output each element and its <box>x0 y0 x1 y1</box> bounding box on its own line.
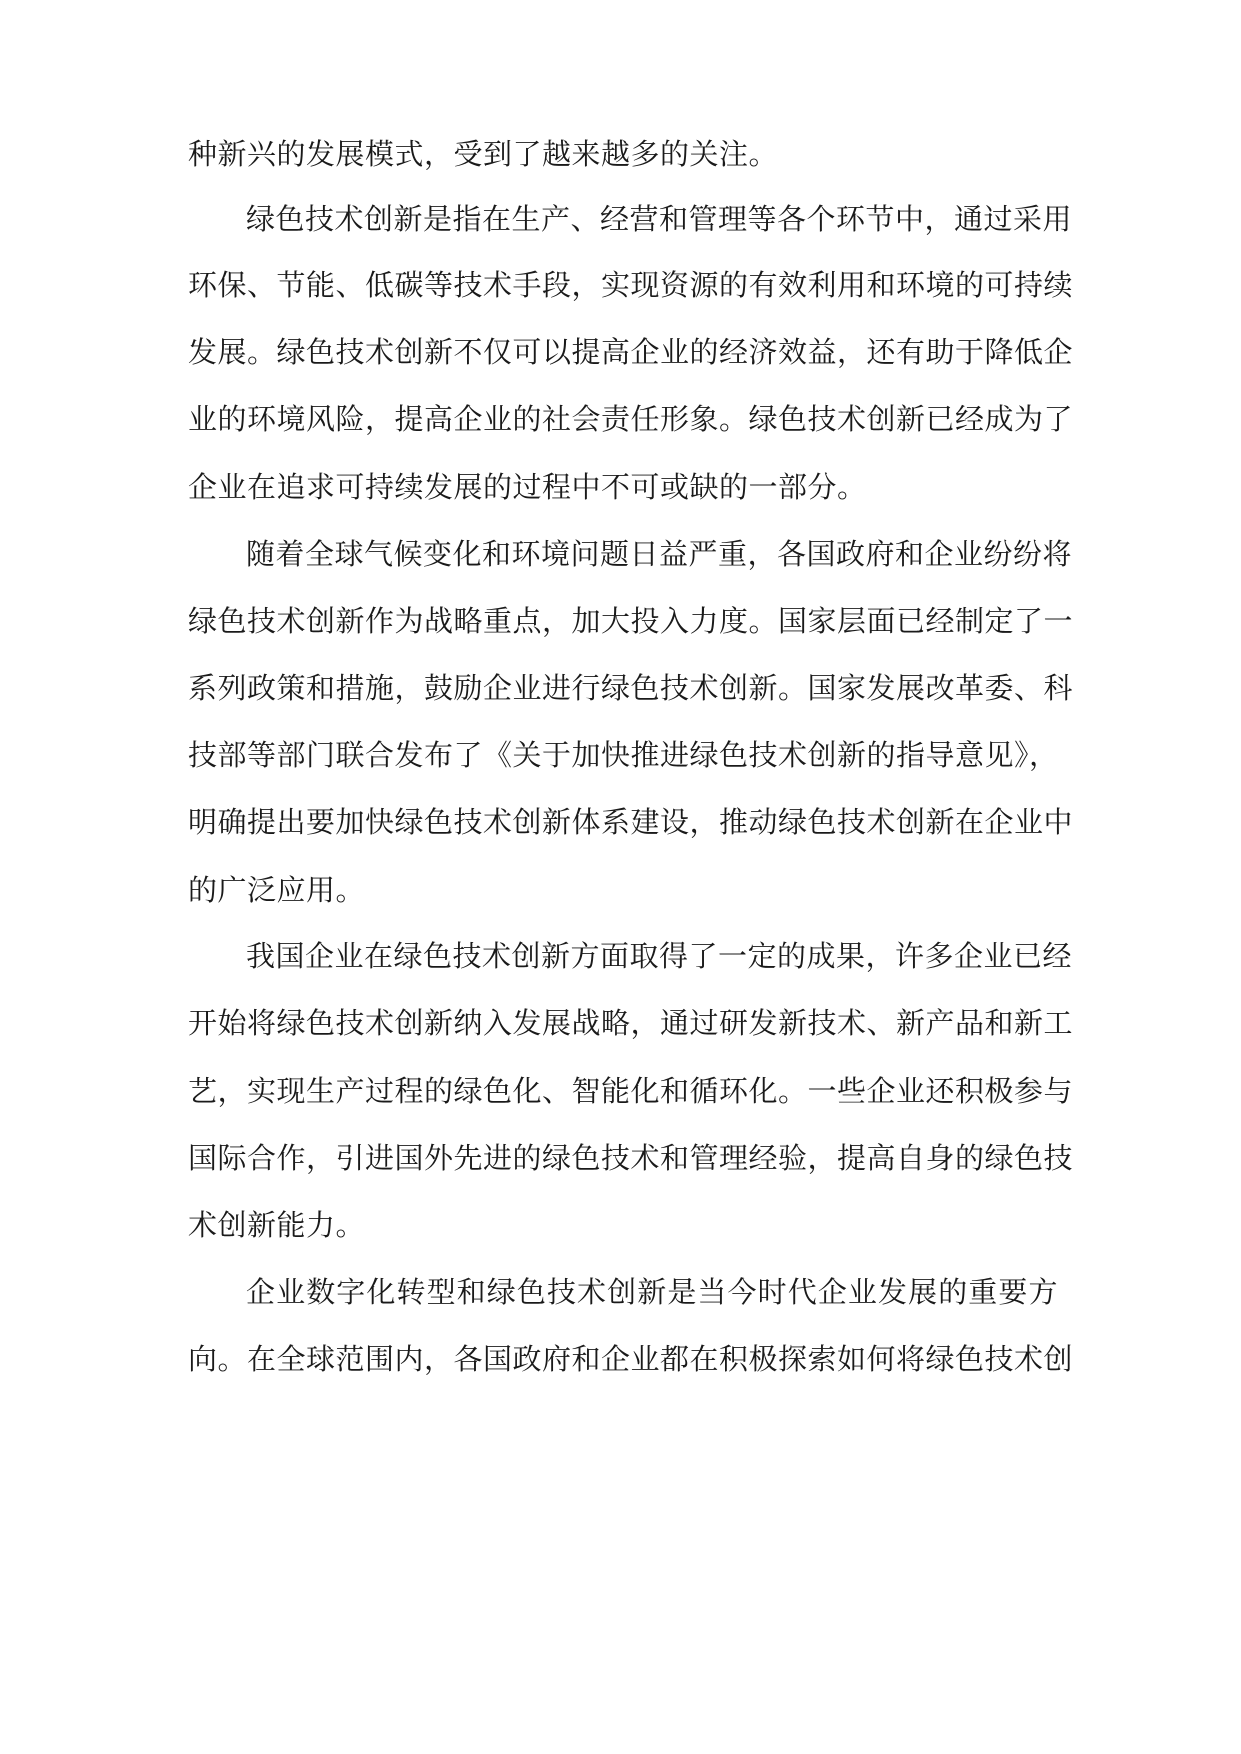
text-line: 企业在追求可持续发展的过程中不可或缺的一部分。 <box>188 470 867 504</box>
text-line: 术创新能力。 <box>188 1208 366 1242</box>
text-line: 技部等部门联合发布了《关于加快推进绿色技术创新的指导意见》， <box>188 738 1059 772</box>
text-line: 发展。绿色技术创新不仅可以提高企业的经济效益，还有助于降低企 <box>188 335 1074 369</box>
text-line: 开始将绿色技术创新纳入发展战略，通过研发新技术、新产品和新工 <box>188 1006 1074 1040</box>
text-line: 系列政策和措施，鼓励企业进行绿色技术创新。国家发展改革委、科 <box>188 671 1074 705</box>
text-line: 明确提出要加快绿色技术创新体系建设，推动绿色技术创新在企业中 <box>188 805 1074 839</box>
text-line: 业的环境风险，提高企业的社会责任形象。绿色技术创新已经成为了 <box>188 402 1074 436</box>
text-line: 绿色技术创新是指在生产、经营和管理等各个环节中，通过采用 <box>246 202 1073 236</box>
text-line: 的广泛应用。 <box>188 873 366 907</box>
text-line: 国际合作，引进国外先进的绿色技术和管理经验，提高自身的绿色技 <box>188 1141 1074 1175</box>
text-line: 我国企业在绿色技术创新方面取得了一定的成果，许多企业已经 <box>246 939 1073 973</box>
text-line: 向。在全球范围内，各国政府和企业都在积极探索如何将绿色技术创 <box>188 1342 1074 1376</box>
text-line: 种新兴的发展模式，受到了越来越多的关注。 <box>188 137 779 171</box>
text-line: 环保、节能、低碳等技术手段，实现资源的有效利用和环境的可持续 <box>188 268 1074 302</box>
text-line: 绿色技术创新作为战略重点，加大投入力度。国家层面已经制定了一 <box>188 604 1074 638</box>
text-line: 艺，实现生产过程的绿色化、智能化和循环化。一些企业还积极参与 <box>188 1074 1074 1108</box>
text-line: 随着全球气候变化和环境问题日益严重，各国政府和企业纷纷将 <box>246 537 1073 571</box>
text-line: 企业数字化转型和绿色技术创新是当今时代企业发展的重要方 <box>246 1275 1058 1309</box>
